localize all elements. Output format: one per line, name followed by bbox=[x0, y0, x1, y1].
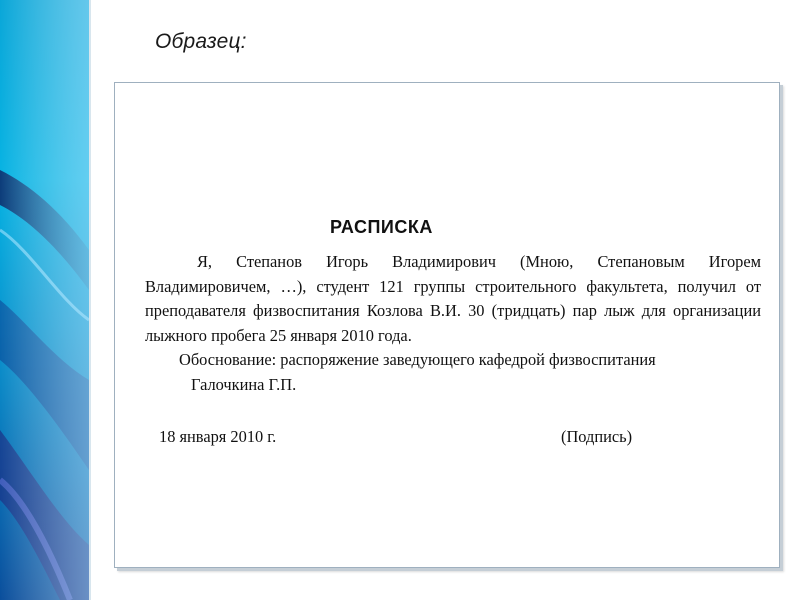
sample-label: Образец: bbox=[155, 30, 247, 53]
side-band-edge bbox=[89, 0, 91, 600]
document-title: РАСПИСКА bbox=[330, 217, 433, 237]
document-date: 18 января 2010 г. bbox=[159, 427, 277, 446]
signature-placeholder: (Подпись) bbox=[561, 427, 633, 446]
wave-decoration-icon bbox=[0, 0, 89, 600]
receipt-document bbox=[114, 82, 780, 568]
receipt-paragraph: Я, Степанов Игорь Владимирович (Мною, Степановым Игорем Владимировичем, …), студент 121 группы строительного факультета, получил от преподавателя физвоспитания Козлова В.И. 30 (тридцать) пар лыж для организации лыжного пробега 25 января 2010 года. bbox=[145, 252, 761, 345]
basis-line-2: Галочкина Г.П. bbox=[191, 374, 297, 394]
basis-line-1: Обоснование: распоряжение заведующего кафедрой физвоспитания bbox=[179, 350, 656, 369]
decorative-side-band bbox=[0, 0, 89, 600]
document-body bbox=[145, 250, 761, 397]
basis-paragraph bbox=[145, 348, 761, 397]
